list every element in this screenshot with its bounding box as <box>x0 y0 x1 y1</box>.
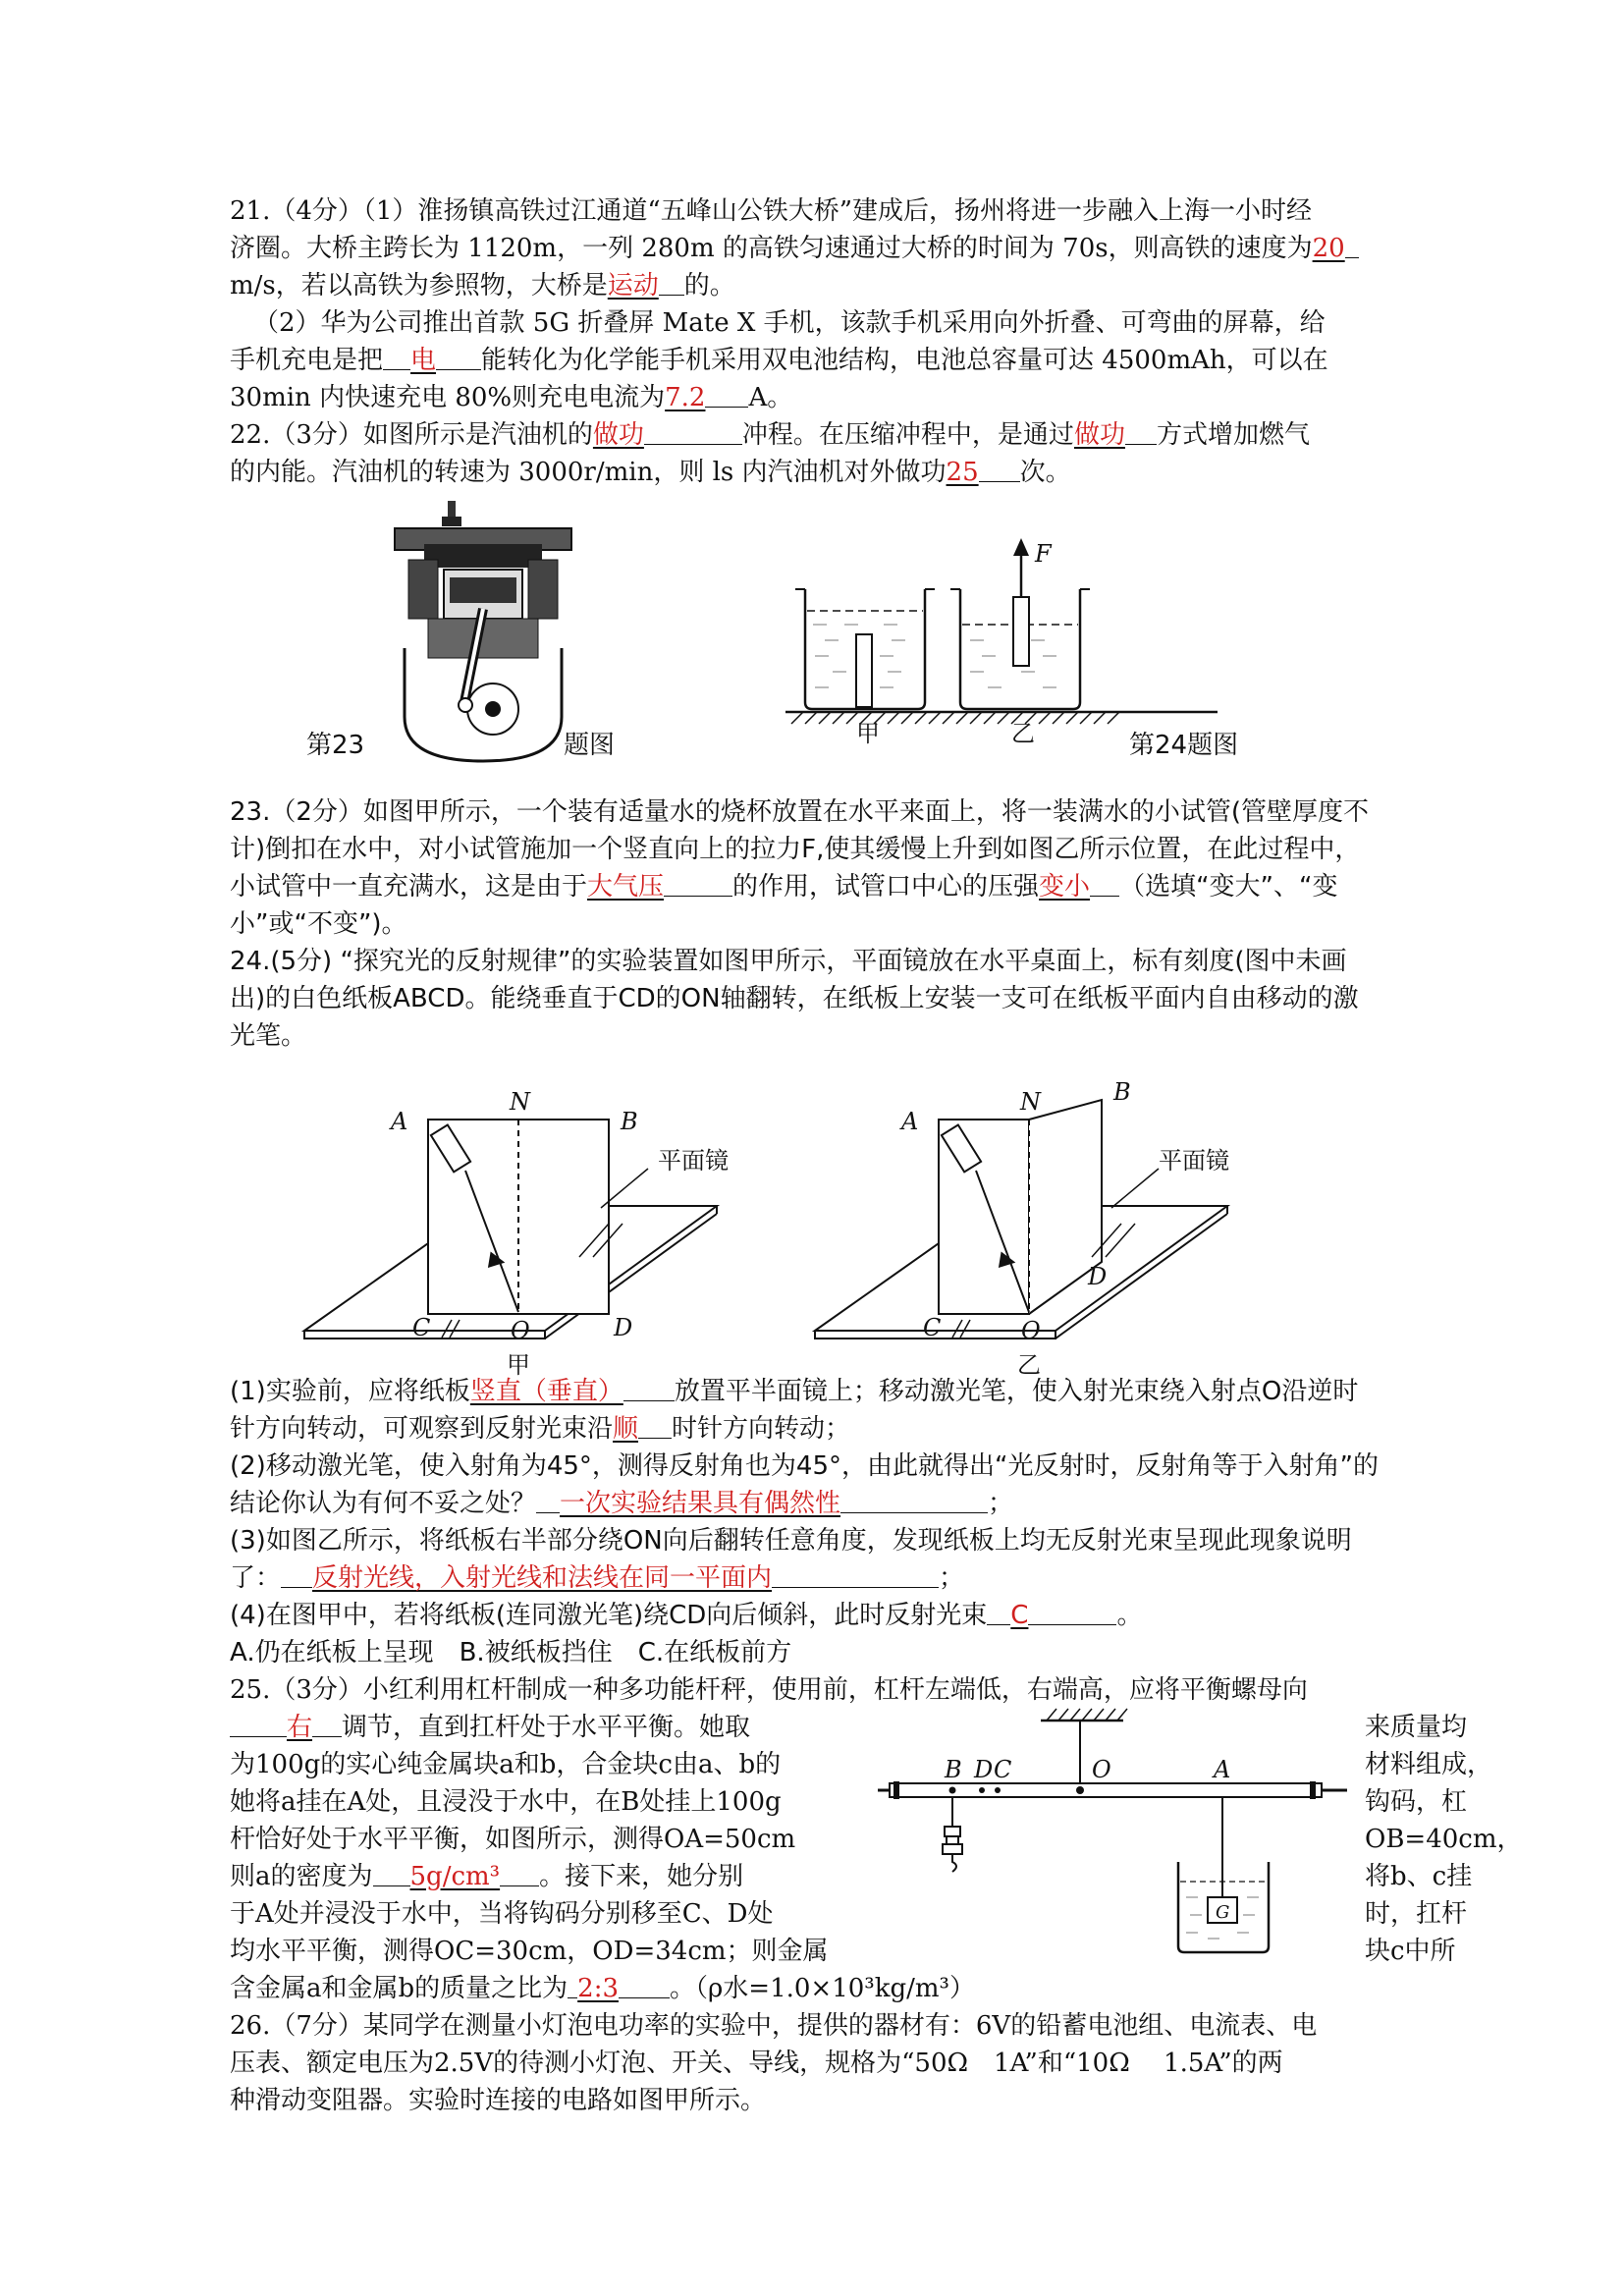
q24-line-3: 光笔。 <box>230 1021 307 1051</box>
q24-sub2-line-1: (2)移动激光笔，使入射角为45°，测得反射角也为45°，由此就得出“光反射时，反射角等于入射角”的 <box>230 1451 1379 1481</box>
label-N-right: N <box>1020 1088 1041 1116</box>
q24-answer-3: 一次实验结果具有偶然性 <box>560 1489 841 1518</box>
q21-line-2: 济圈。大桥主跨长为 1120m，一列 280m 的高铁匀速通过大桥的时间为 70s，则高铁的速度为20 <box>230 230 1359 267</box>
q24-line-2: 出)的白色纸板ABCD。能绕垂直于CD的ON轴翻转，在纸板上安装一支可在纸板平面内自由移动的激 <box>230 984 1359 1013</box>
q25-answer-3: 2:3 <box>577 1974 619 2003</box>
label-N-left: N <box>510 1088 530 1116</box>
q23-line-1: 23.（2分）如图甲所示，一个装有适量水的烧杯放置在水平来面上，将一装满水的小试管(管壁厚度不 <box>230 797 1370 827</box>
q25-line-3: 为100g的实心纯金属块a和b，合金块c由a、b的 <box>230 1750 782 1779</box>
q21-answer-4: 7.2 <box>665 383 706 412</box>
label-B-right: B <box>1113 1078 1131 1106</box>
q24-sub3-line-2: 了： 反射光线，入射光线和法线在同一平面内 ； <box>230 1563 965 1593</box>
q22-line-2: 的内能。汽油机的转速为 3000r/min，则 ls 内汽油机对外做功25 次。 <box>230 458 1071 487</box>
q24-options: A.仍在纸板上呈现 B.被纸板挡住 C.在纸板前方 <box>230 1638 792 1667</box>
mirror-setup-right <box>815 1078 1229 1379</box>
label-O-right: O <box>1021 1317 1041 1344</box>
mirror-fig-label-right: 乙 <box>1017 1351 1041 1379</box>
q24-answer-4: 反射光线，入射光线和法线在同一平面内 <box>312 1563 773 1593</box>
q22-answer-3: 25 <box>946 458 979 487</box>
engine-figure <box>385 501 581 766</box>
q23-answer-1: 大气压 <box>587 872 665 902</box>
fig23-caption-b: 题图 <box>564 731 616 760</box>
q25-line-9: 含金属a和金属b的质量之比为 2:3 。（ρ水=1.0×10³kg/m³） <box>230 1974 975 2003</box>
q25-line-6: 则a的密度为 5g/cm³ 。接下来，她分别 <box>230 1862 744 1891</box>
mirror-setup-left <box>304 1088 729 1379</box>
label-A-right: A <box>901 1108 919 1135</box>
fig24-label-left: 甲 <box>856 720 880 746</box>
q24-answer-5: C <box>1010 1601 1029 1630</box>
beaker-left <box>795 589 935 709</box>
q22-answer-2: 做功 <box>1073 420 1125 450</box>
label-O-left: O <box>511 1317 530 1344</box>
q24-sub1-line-1: (1)实验前，应将纸板竖直（垂直） 放置平半面镜上；移动激光笔，使入射光束绕入射点O沿逆时 <box>230 1377 1359 1406</box>
q22-line-1: 22.（3分）如图所示是汽油机的做功 冲程。在压缩冲程中，是通过做功 方式增加燃气 <box>230 420 1310 450</box>
lever-label-G: G <box>1216 1902 1230 1923</box>
q24-answer-1: 竖直（垂直） <box>469 1377 623 1406</box>
q25-answer-1: 右 <box>287 1713 313 1742</box>
q21-line-4: （2）华为公司推出首款 5G 折叠屏 Mate X 手机，该款手机采用向外折叠、可弯曲的屏幕，给 <box>253 308 1326 338</box>
q24-sub2-line-2: 结论你认为有何不妥之处？ 一次实验结果具有偶然性 ； <box>230 1489 1014 1518</box>
q23-line-4: 小”或“不变”)。 <box>230 909 407 939</box>
q22-answer-1: 做功 <box>592 420 644 450</box>
q25-line-8-right: 块c中所 <box>1365 1937 1456 1966</box>
q24-sub3-line-1: (3)如图乙所示，将纸板右半部分绕ON向后翻转任意角度，发现纸板上均无反射光束呈现此现象说明 <box>230 1526 1352 1556</box>
q25-answer-2: 5g/cm³ <box>409 1862 501 1891</box>
q25-line-4-right: 钩码，杠 <box>1365 1787 1468 1817</box>
q23-answer-2: 变小 <box>1039 872 1091 902</box>
q21-line-6: 30min 内快速充电 80%则充电电流为7.2 A。 <box>230 383 793 412</box>
q25-line-6-right: 将b、c挂 <box>1365 1862 1473 1891</box>
label-D-right: D <box>1088 1263 1108 1290</box>
q25-line-3-right: 材料组成， <box>1365 1750 1493 1779</box>
q24-line-1: 24.(5分) “探究光的反射规律”的实验装置如图甲所示，平面镜放在水平桌面上，标有刻度(图中未画 <box>230 947 1347 976</box>
mirror-figure <box>295 1061 1276 1385</box>
beaker-right <box>950 538 1090 709</box>
q23-line-2: 计)倒扣在水中，对小试管施加一个竖直向上的拉力F,使其缓慢上升到如图乙所示位置，在此过程中， <box>230 835 1361 864</box>
q21-answer-3: 电 <box>410 346 437 375</box>
label-B-left: B <box>621 1108 638 1135</box>
force-label: F <box>1035 540 1052 568</box>
q25-line-2-right: 来质量均 <box>1365 1713 1468 1742</box>
label-C-left: C <box>412 1314 431 1341</box>
fig24-caption: 第24题图 <box>1129 731 1239 760</box>
q23-line-3: 小试管中一直充满水，这是由于大气压 的作用，试管口中心的压强变小 （选填“变大”、“变 <box>230 872 1338 902</box>
q21-line-5: 手机充电是把 电 能转化为化学能手机采用双电池结构，电池总容量可达 4500mAh，可以在 <box>230 346 1328 375</box>
fig24-label-right: 乙 <box>1011 720 1035 746</box>
q26-line-3: 种滑动变阻器。实验时连接的电路如图甲所示。 <box>230 2086 767 2115</box>
label-D-left: D <box>614 1314 633 1341</box>
q25-line-1: 25.（3分）小红利用杠杆制成一种多功能杆秤，使用前，杠杆左端低，右端高，应将平衡螺母向 <box>230 1675 1308 1705</box>
q25-line-8: 均水平平衡，测得OC=30cm，OD=34cm；则金属 <box>230 1937 829 1966</box>
q24-sub4-line: (4)在图甲中，若将纸板(连同激光笔)绕CD向后倾斜，此时反射光束 C 。 <box>230 1601 1143 1630</box>
q25-line-4: 她将a挂在A处，且浸没于水中，在B处挂上100g <box>230 1787 782 1817</box>
lever-figure <box>874 1705 1355 1970</box>
lever-label-D: D <box>974 1756 994 1783</box>
fig23-caption-a: 第23 <box>306 731 365 760</box>
lever-label-O: O <box>1092 1756 1111 1783</box>
q25-line-5: 杆恰好处于水平平衡，如图所示，测得OA=50cm <box>230 1825 796 1854</box>
mirror-label-left: 平面镜 <box>658 1147 729 1175</box>
q26-line-2: 压表、额定电压为2.5V的待测小灯泡、开关、导线，规格为“50Ω 1A”和“10Ω 1.5A”的两 <box>230 2049 1283 2078</box>
q25-line-5-right: OB=40cm， <box>1365 1825 1523 1854</box>
q21-answer-2: 运动 <box>607 271 659 301</box>
q25-line-2: 右 调节，直到扛杆处于水平平衡。她取 <box>230 1709 750 1746</box>
lever-label-A: A <box>1214 1756 1231 1783</box>
lever-label-C: C <box>994 1756 1012 1783</box>
label-A-left: A <box>391 1108 408 1135</box>
q21-line-3: m/s，若以高铁为参照物，大桥是运动 的。 <box>230 271 735 301</box>
mirror-label-right: 平面镜 <box>1159 1147 1229 1175</box>
q21-answer-1: 20 <box>1312 234 1345 263</box>
lever-label-B: B <box>945 1756 962 1783</box>
beaker-figure <box>785 530 1218 746</box>
q25-line-7-right: 时，扛杆 <box>1365 1899 1468 1929</box>
q21-line-1: 21.（4分）（1）淮扬镇高铁过江通道“五峰山公铁大桥”建成后，扬州将进一步融入上海一小时经 <box>230 196 1313 226</box>
label-C-right: C <box>923 1314 942 1341</box>
q24-answer-2: 顺 <box>613 1414 639 1444</box>
mirror-fig-label-left: 甲 <box>507 1351 530 1379</box>
q25-line-7: 于A处并浸没于水中，当将钩码分别移至C、D处 <box>230 1899 774 1929</box>
q24-sub1-line-2: 针方向转动，可观察到反射光束沿顺 时针方向转动； <box>230 1414 851 1444</box>
q26-line-1: 26.（7分）某同学在测量小灯泡电功率的实验中，提供的器材有：6V的铅蓄电池组、电流表、电 <box>230 2011 1318 2041</box>
